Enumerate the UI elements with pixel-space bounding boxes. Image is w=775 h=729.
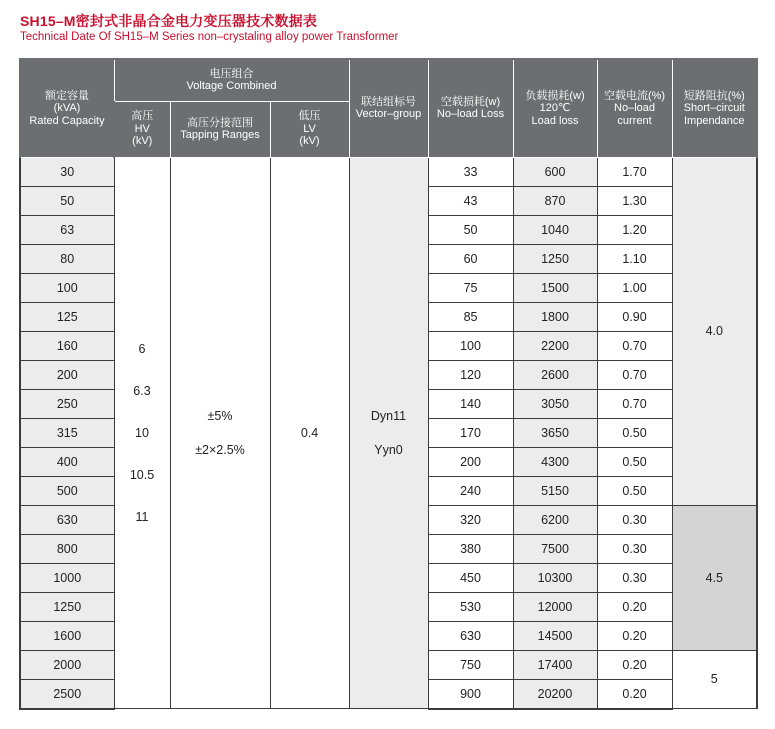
load-loss-cell: 17400 [513,650,597,679]
load-loss-cell: 20200 [513,679,597,709]
load-loss-cell: 5150 [513,476,597,505]
capacity-cell: 1250 [20,592,114,621]
lv-merged-cell: 0.4 [270,157,349,709]
noload-current-cell: 0.50 [597,447,672,476]
load-loss-cell: 6200 [513,505,597,534]
load-loss-cell: 1800 [513,302,597,331]
noload-loss-cell: 75 [428,273,513,302]
noload-loss-cell: 380 [428,534,513,563]
noload-loss-cell: 320 [428,505,513,534]
noload-loss-cell: 140 [428,389,513,418]
tapping-merged-cell [170,157,270,709]
noload-current-cell: 0.50 [597,418,672,447]
header-load-loss: 负载损耗(w) 120℃ Load loss [513,59,597,157]
noload-current-cell: 0.20 [597,592,672,621]
noload-loss-cell: 33 [428,157,513,186]
header-capacity: 额定容量 (kVA) Rated Capacity [20,59,114,157]
noload-loss-cell: 43 [428,186,513,215]
load-loss-cell: 1500 [513,273,597,302]
noload-current-cell: 0.20 [597,679,672,709]
capacity-cell: 30 [20,157,114,186]
impedance-cell: 5 [672,650,757,709]
hv-merged-cell-value: 6 [138,341,146,356]
hv-merged-cell [114,157,170,709]
load-loss-cell: 600 [513,157,597,186]
noload-current-cell: 0.70 [597,389,672,418]
noload-current-cell: 0.70 [597,360,672,389]
capacity-cell: 250 [20,389,114,418]
capacity-cell: 200 [20,360,114,389]
noload-current-cell: 1.20 [597,215,672,244]
impedance-cell: 4.0 [672,157,757,505]
load-loss-cell: 870 [513,186,597,215]
page-subtitle: Technical Date Of SH15–M Series non–crystaling alloy power Transformer [20,31,399,43]
header-tapping: 高压分接范围 Tapping Ranges [170,101,270,157]
header-impedance: 短路阻抗(%) Short–circuit Impendance [672,59,757,157]
load-loss-cell: 1250 [513,244,597,273]
noload-loss-cell: 170 [428,418,513,447]
noload-loss-cell: 450 [428,563,513,592]
capacity-cell: 630 [20,505,114,534]
load-loss-cell: 10300 [513,563,597,592]
tapping-merged-cell-value: ±2×2.5% [195,442,245,457]
vector-group-merged-cell [349,157,428,709]
transformer-spec-table [19,58,758,710]
hv-merged-cell-value: 10 [135,425,149,440]
noload-current-cell: 1.70 [597,157,672,186]
load-loss-cell: 3650 [513,418,597,447]
noload-current-cell: 0.20 [597,650,672,679]
noload-loss-cell: 85 [428,302,513,331]
header-lv: 低压 LV (kV) [270,101,349,157]
noload-loss-cell: 240 [428,476,513,505]
noload-current-cell: 0.50 [597,476,672,505]
load-loss-cell: 4300 [513,447,597,476]
tapping-merged-cell-value: ±5% [207,408,233,423]
load-loss-cell: 2200 [513,331,597,360]
noload-current-cell: 0.30 [597,534,672,563]
header-noload-loss: 空载损耗(w) No–load Loss [428,59,513,157]
noload-loss-cell: 530 [428,592,513,621]
capacity-cell: 63 [20,215,114,244]
header-hv: 高压 HV (kV) [114,101,170,157]
noload-loss-cell: 50 [428,215,513,244]
noload-current-cell: 1.30 [597,186,672,215]
load-loss-cell: 7500 [513,534,597,563]
vector-group-merged-cell-value: Dyn11 [370,408,407,423]
capacity-cell: 500 [20,476,114,505]
header-vector-group: 联结组标号 Vector–group [349,59,428,157]
vector-group-merged-cell-value: Yyn0 [374,442,403,457]
noload-loss-cell: 750 [428,650,513,679]
impedance-cell: 4.5 [672,505,757,650]
capacity-cell: 160 [20,331,114,360]
load-loss-cell: 2600 [513,360,597,389]
noload-current-cell: 0.30 [597,505,672,534]
noload-loss-cell: 120 [428,360,513,389]
hv-merged-cell-value: 10.5 [129,467,155,482]
page-title: SH15–M密封式非晶合金电力变压器技术数据表 [20,13,318,29]
load-loss-cell: 12000 [513,592,597,621]
load-loss-cell: 14500 [513,621,597,650]
noload-current-cell: 1.10 [597,244,672,273]
noload-current-cell: 0.70 [597,331,672,360]
capacity-cell: 400 [20,447,114,476]
noload-loss-cell: 630 [428,621,513,650]
noload-current-cell: 0.30 [597,563,672,592]
load-loss-cell: 1040 [513,215,597,244]
table-row [20,157,757,186]
capacity-cell: 125 [20,302,114,331]
noload-current-cell: 1.00 [597,273,672,302]
noload-current-cell: 0.20 [597,621,672,650]
capacity-cell: 1600 [20,621,114,650]
load-loss-cell: 3050 [513,389,597,418]
capacity-cell: 315 [20,418,114,447]
noload-loss-cell: 100 [428,331,513,360]
noload-loss-cell: 200 [428,447,513,476]
noload-loss-cell: 60 [428,244,513,273]
capacity-cell: 2500 [20,679,114,709]
capacity-cell: 80 [20,244,114,273]
capacity-cell: 2000 [20,650,114,679]
header-noload-current: 空载电流(%) No–load current [597,59,672,157]
noload-current-cell: 0.90 [597,302,672,331]
noload-loss-cell: 900 [428,679,513,709]
capacity-cell: 800 [20,534,114,563]
hv-merged-cell-value: 6.3 [133,383,151,398]
capacity-cell: 100 [20,273,114,302]
header-voltage-combined: 电压组合 Voltage Combined [114,59,349,101]
capacity-cell: 1000 [20,563,114,592]
hv-merged-cell-value: 11 [135,509,149,524]
capacity-cell: 50 [20,186,114,215]
